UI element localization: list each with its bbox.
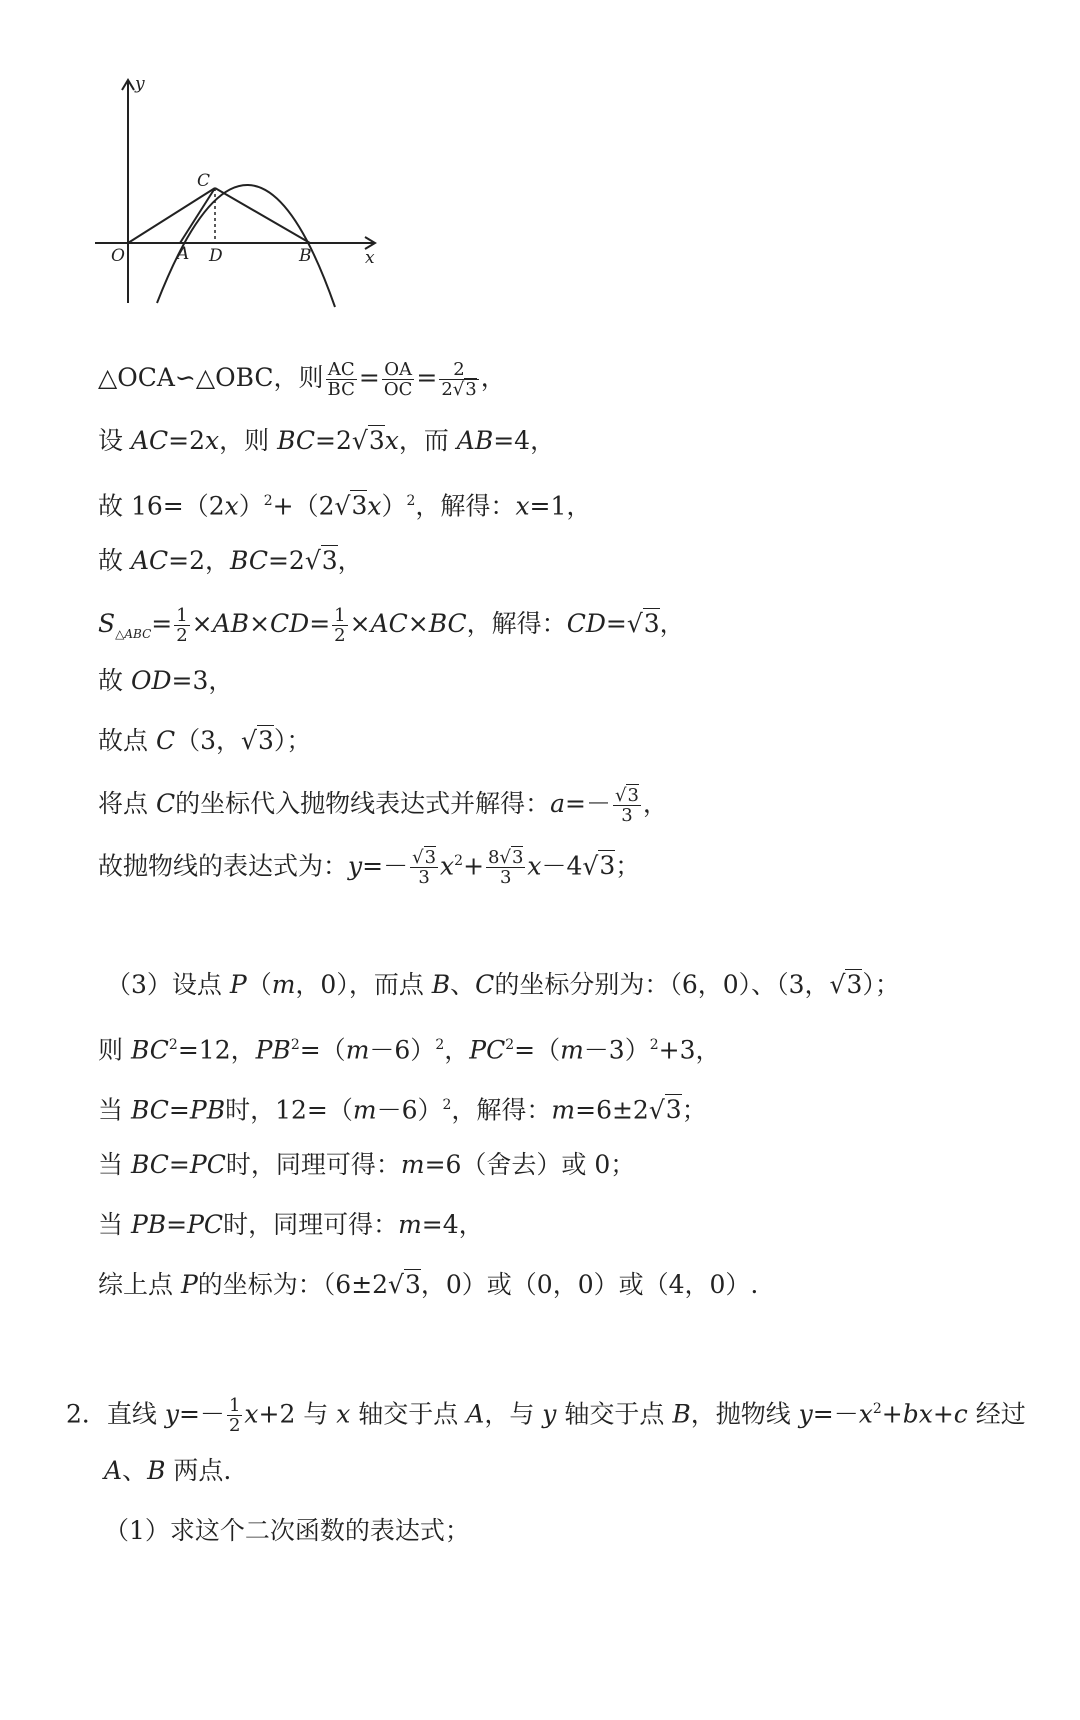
problem2-line-2: A、B 两点. [104, 1456, 232, 1485]
label-d: D [209, 246, 223, 266]
solution-line-2: 设 AC=2x，则 BC=2√3x，而 AB=4， [98, 426, 556, 455]
segment-ac [180, 188, 215, 243]
label-c: C [197, 171, 211, 191]
segment-cb [215, 188, 310, 243]
solution-line-5: $S_{\triangle ABC}=$ $\frac{1}{2}$ ×AB×CD= $\frac{1}{2}$ ×AC×BC，解得：CD=√3， [98, 605, 685, 646]
part3-line-4: 当 BC=PC时，同理可得：m=6（舍去）或 0； [98, 1150, 636, 1179]
label-a: A [177, 244, 190, 264]
solution-line-1: △OCA∽△OBC，则 $\frac{AC}{BC}$ = $\frac{OA}{OC}$ = $\frac{2}{2√3}$ ， [98, 359, 506, 400]
part3-line-5: 当 PB=PC时，同理可得：m=4， [98, 1210, 484, 1239]
problem2-line-3: （1）求这个二次函数的表达式； [104, 1516, 470, 1545]
problem2-line-1: 2．直线 y=－ $\frac{1}{2}$ x+2 与 x 轴交于点 A，与 y 轴交于点 B，抛物线 $y=-x^2+bx+c$ 经过 [66, 1395, 1026, 1437]
solution-line-9: 故抛物线的表达式为：y=－ $\frac{√3}{3}$ $x^2+$ $\frac{8√3}{3}$ x－4√3； [98, 847, 641, 889]
solution-line-4: 故 AC=2，BC=2√3， [98, 546, 363, 575]
part3-line-6: 综上点 P的坐标为：（6±2√3，0）或（0，0）或（4，0）. [98, 1270, 759, 1299]
solution-line-7: 故点 C（3，√3）； [98, 726, 312, 755]
label-axis-x: x [365, 248, 375, 268]
label-o: O [111, 246, 125, 266]
part3-line-2: 则 $BC^2=12$，$PB^2=(m-6)^2$，$PC^2=(m-3)^2+3$， [98, 1035, 721, 1065]
parabola-figure [95, 75, 415, 335]
part3-line-3: 当 BC=PB时，$12=(m-6)^2$，解得：m=6±2√3； [98, 1095, 707, 1125]
solution-line-6: 故 OD=3， [98, 666, 234, 695]
solution-line-8: 将点 C的坐标代入抛物线表达式并解得：a=－ $\frac{√3}{3}$ ， [98, 785, 668, 826]
solution-line-3: 故 $16=(2x)^2+(2√3x)^2$，解得：x=1， [98, 491, 592, 521]
label-b: B [299, 246, 312, 266]
label-axis-y: y [135, 75, 145, 94]
part3-line-1: （3）设点 P（m，0），而点 B、C的坐标分别为：（6，0）、（3，√3）； [106, 970, 900, 999]
